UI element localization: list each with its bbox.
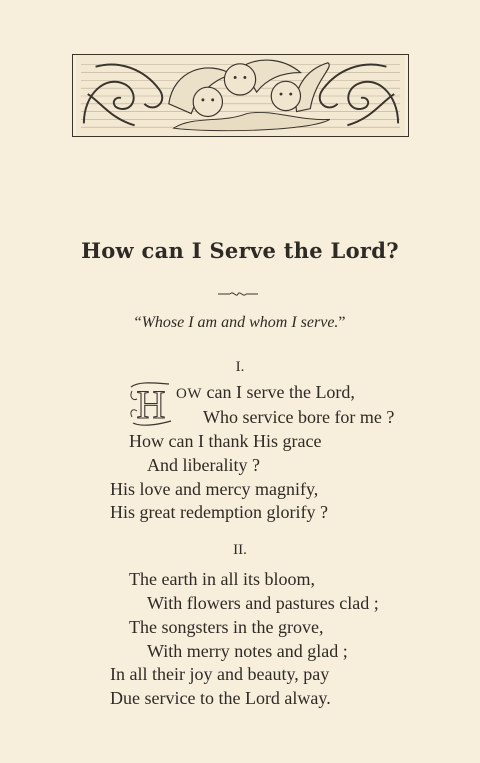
poem-line: Who service bore for me ? — [203, 407, 395, 427]
drop-cap-ornament — [129, 381, 174, 427]
stanza-numeral-1: I. — [235, 359, 245, 375]
ornamental-divider-icon — [218, 286, 258, 304]
poem-line: The songsters in the grove, — [129, 617, 324, 637]
poem-line: With merry notes and glad ; — [147, 641, 348, 661]
first-line-smallcaps: OW — [176, 386, 202, 402]
poem-line: How can I thank His grace — [129, 431, 322, 451]
poem-line: His great redemption glorify ? — [110, 502, 328, 522]
poem-line: The earth in all its bloom, — [129, 569, 315, 589]
poem-title: How can I Serve the Lord? — [81, 238, 399, 263]
cherub-headpiece-illustration — [72, 54, 409, 137]
poem-line: His love and mercy magnify, — [110, 479, 319, 499]
poem-line: Due service to the Lord alway. — [110, 688, 331, 708]
epigraph-open-quote: “ — [134, 314, 142, 331]
poem-line: And liberality ? — [147, 455, 260, 475]
poem-line — [176, 382, 355, 403]
poem-line: In all their joy and beauty, pay — [110, 664, 330, 684]
first-line-rest: can I serve the Lord, — [202, 382, 355, 402]
epigraph-close-quote: ” — [338, 314, 346, 331]
epigraph — [0, 314, 480, 332]
epigraph-text: Whose I am and whom I serve. — [141, 314, 339, 331]
drop-cap-letter: H — [136, 382, 166, 427]
poem-line: With flowers and pastures clad ; — [147, 593, 379, 613]
stanza-numeral-2: II. — [233, 542, 247, 558]
